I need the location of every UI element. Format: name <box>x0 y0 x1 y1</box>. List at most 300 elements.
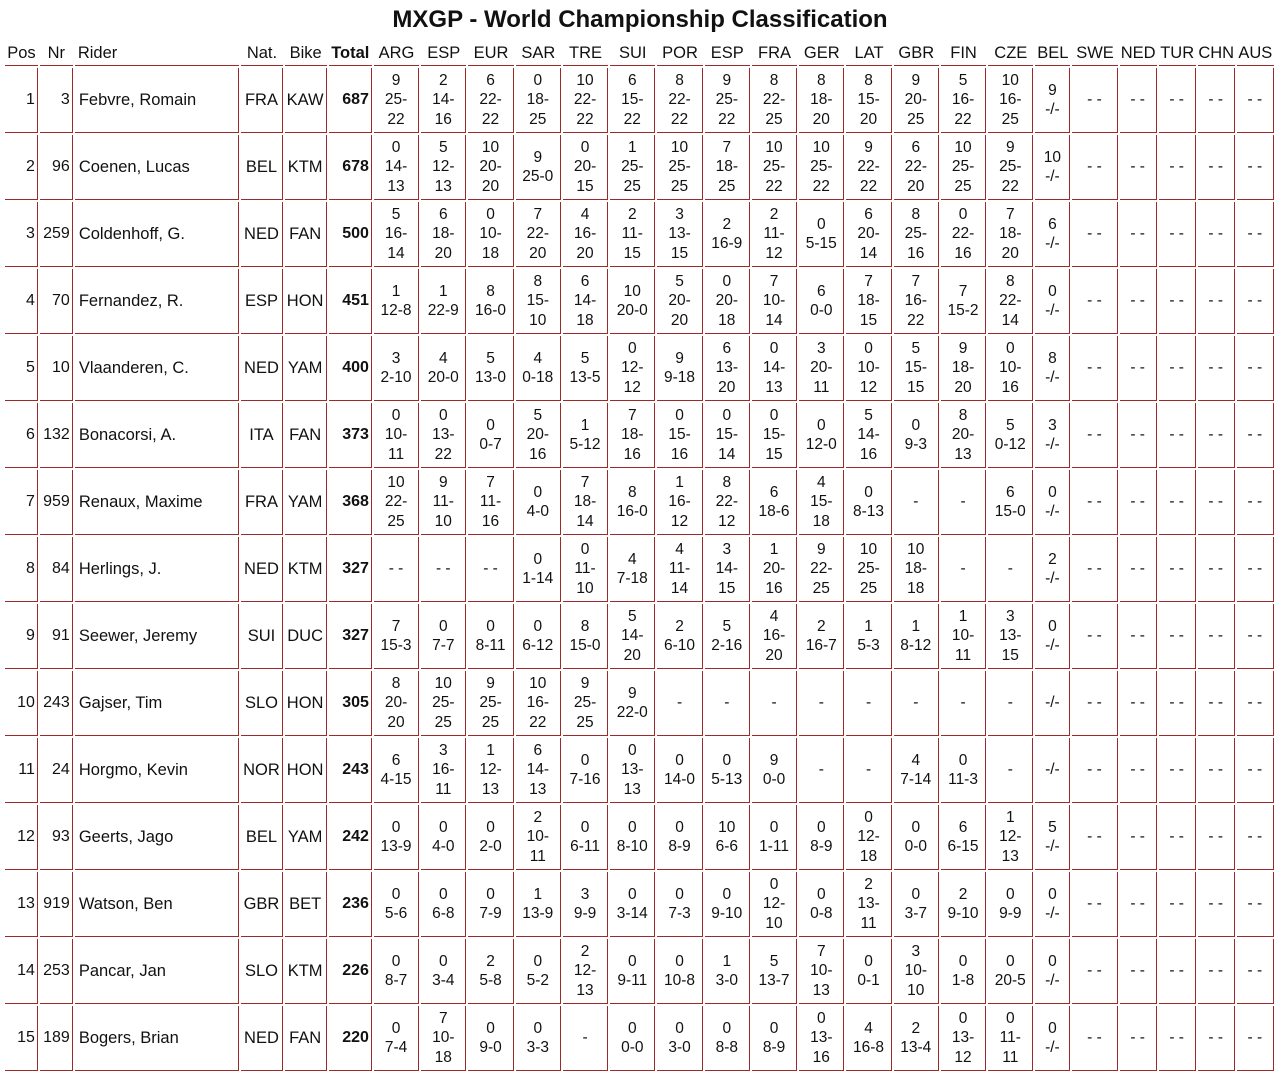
cell-line: 10 <box>1043 148 1062 166</box>
cell-line: 20- <box>479 158 502 176</box>
total-points-cell: 368 <box>329 470 372 535</box>
cell-line: 22 <box>718 110 736 128</box>
cell-line: 4 <box>864 1019 873 1037</box>
cell-line: 5-2 <box>526 972 549 989</box>
round-result-cell <box>941 671 986 736</box>
cell-line: 0 <box>722 272 732 290</box>
round-result-cell <box>1072 336 1117 401</box>
cell-line: 9 <box>722 71 732 89</box>
round-result-cell <box>421 805 466 870</box>
cell-line: 9 <box>391 71 401 89</box>
cell-line: 7 <box>1005 205 1015 223</box>
round-result-cell <box>1159 68 1196 133</box>
cell-line: 8 <box>675 71 684 89</box>
position-cell: 8 <box>5 537 38 602</box>
cell-line: - <box>818 761 824 779</box>
cell-line: 22- <box>668 91 691 109</box>
cell-line: 9-9 <box>999 905 1022 922</box>
cell-line: 5 <box>438 138 448 156</box>
cell-line: 25- <box>904 225 927 243</box>
round-result-cell <box>894 872 939 937</box>
round-result-cell <box>1237 604 1274 669</box>
header-bike: Bike <box>285 42 327 66</box>
cell-line: 22 <box>434 445 452 463</box>
round-result-cell <box>374 872 419 937</box>
cell-line: 25- <box>621 158 644 176</box>
cell-line: 3 <box>1048 416 1057 434</box>
round-result-cell <box>1159 872 1196 937</box>
round-result-cell <box>374 68 419 133</box>
nationality-cell: FRA <box>241 68 282 133</box>
position-cell: 6 <box>5 403 38 468</box>
table-row <box>5 604 1274 669</box>
cell-line: - - <box>1169 560 1184 578</box>
cell-line: 0-0 <box>762 771 786 788</box>
position-cell: 4 <box>5 269 38 334</box>
total-points-cell: 226 <box>329 939 372 1004</box>
round-result-cell <box>1237 269 1274 334</box>
cell-line: 10 <box>576 579 594 597</box>
cell-line: 13- <box>668 225 691 243</box>
cell-line: 8-11 <box>475 637 506 654</box>
cell-line: 12-8 <box>380 302 412 319</box>
cell-line: - - <box>1130 895 1145 913</box>
cell-line: 3-14 <box>616 905 648 922</box>
header-round-sar: SAR <box>516 42 561 66</box>
round-result-cell <box>752 336 797 401</box>
total-points-cell: 327 <box>329 604 372 669</box>
rider-number-cell: 3 <box>40 68 73 133</box>
cell-line: - - <box>1130 426 1145 444</box>
nationality-cell: BEL <box>241 135 282 200</box>
cell-line: 13 <box>387 177 405 195</box>
cell-line: 15-0 <box>569 637 601 654</box>
round-result-cell <box>1035 68 1070 133</box>
cell-line: 0 <box>533 483 543 501</box>
cell-line: - - <box>1169 895 1184 913</box>
cell-line: 25 <box>954 177 972 195</box>
cell-line: 1-11 <box>759 838 789 855</box>
cell-line: 2-0 <box>479 838 502 855</box>
cell-line: 25 <box>481 713 500 731</box>
cell-line: 18- <box>573 493 597 511</box>
round-result-cell <box>894 336 939 401</box>
round-result-cell <box>1120 135 1157 200</box>
round-result-cell <box>1120 537 1157 602</box>
round-result-cell <box>421 738 466 803</box>
cell-line: 5 <box>627 607 637 625</box>
cell-line: 8 <box>533 272 543 290</box>
cell-line: 25 <box>812 579 830 597</box>
cell-line: 13 <box>1001 847 1019 865</box>
cell-line: 13 <box>954 445 972 463</box>
round-result-cell <box>752 269 797 334</box>
total-points-cell: 327 <box>329 537 372 602</box>
round-result-cell <box>941 202 986 267</box>
cell-line: 6 <box>722 339 732 357</box>
round-result-cell <box>516 671 561 736</box>
round-result-cell <box>610 403 655 468</box>
cell-line: 12- <box>479 761 502 779</box>
round-result-cell <box>563 537 608 602</box>
round-result-cell <box>1035 805 1070 870</box>
table-row <box>5 135 1274 200</box>
cell-line: 0 <box>722 885 732 903</box>
table-row <box>5 68 1274 133</box>
round-result-cell <box>1035 202 1070 267</box>
round-result-cell <box>705 1006 750 1071</box>
cell-line: 8 <box>1005 272 1015 290</box>
cell-line: 2 <box>580 942 590 960</box>
cell-line: 8-12 <box>900 637 932 654</box>
cell-line: 3 <box>438 741 448 759</box>
round-result-cell <box>374 805 419 870</box>
round-result-cell <box>374 604 419 669</box>
round-result-cell <box>1035 604 1070 669</box>
round-result-cell <box>563 135 608 200</box>
round-result-cell <box>846 604 891 669</box>
cell-line: 0 <box>627 818 637 836</box>
cell-line: 4 <box>769 607 779 625</box>
cell-line: 20- <box>762 560 786 578</box>
cell-line: 20- <box>526 426 549 444</box>
round-result-cell <box>941 872 986 937</box>
round-result-cell <box>846 738 891 803</box>
cell-line: 10- <box>432 1029 455 1047</box>
round-result-cell <box>705 403 750 468</box>
rider-number-cell: 91 <box>40 604 73 669</box>
total-points-cell: 678 <box>329 135 372 200</box>
round-result-cell <box>846 537 891 602</box>
table-row <box>5 738 1274 803</box>
cell-line: 20 <box>812 110 830 128</box>
cell-line: 16-0 <box>616 503 648 520</box>
cell-line: 22- <box>479 91 502 109</box>
round-result-cell <box>610 470 655 535</box>
cell-line: 0 <box>1048 617 1057 635</box>
round-result-cell <box>1198 537 1235 602</box>
cell-line: 16 <box>1001 378 1019 396</box>
header-round-ned: NED <box>1120 42 1157 66</box>
header-round-ger: GER <box>799 42 844 66</box>
cell-line: 14- <box>857 426 880 444</box>
cell-line: 13 <box>481 780 500 798</box>
cell-line: 12- <box>762 895 786 913</box>
round-result-cell <box>563 68 608 133</box>
round-result-cell <box>657 1006 702 1071</box>
cell-line: 22 <box>954 110 972 128</box>
cell-line: 0 <box>816 215 826 233</box>
cell-line: - - <box>1130 1029 1145 1047</box>
cell-line: 0 <box>864 339 873 357</box>
cell-line: 0-1 <box>857 972 880 989</box>
total-points-cell: 451 <box>329 269 372 334</box>
cell-line: 13-9 <box>522 905 554 922</box>
cell-line: 11- <box>763 225 785 243</box>
cell-line: 18- <box>621 426 644 444</box>
cell-line: - <box>865 761 872 779</box>
cell-line: 3 <box>675 205 684 223</box>
cell-line: 25- <box>432 694 455 712</box>
cell-line: 22-0 <box>616 704 648 721</box>
round-result-cell <box>752 135 797 200</box>
cell-line: 22- <box>904 158 927 176</box>
rider-number-cell: 253 <box>40 939 73 1004</box>
cell-line: 5-3 <box>857 637 880 654</box>
cell-line: 20 <box>481 177 500 195</box>
cell-line: 6 <box>911 138 921 156</box>
header-pos: Pos <box>5 42 38 66</box>
cell-line: 0 <box>486 818 495 836</box>
cell-line: 0 <box>533 71 543 89</box>
bike-cell: KAW <box>285 68 327 133</box>
cell-line: 22- <box>762 91 786 109</box>
cell-line: 25 <box>670 177 689 195</box>
cell-line: 16- <box>526 694 549 712</box>
cell-line: 14-0 <box>664 771 696 788</box>
round-result-cell <box>799 604 844 669</box>
round-result-cell <box>516 738 561 803</box>
round-result-cell <box>657 135 702 200</box>
cell-line: - - <box>1208 560 1224 578</box>
cell-line: 11- <box>574 560 596 578</box>
cell-line: - - <box>1169 225 1184 243</box>
cell-line: 2 <box>486 952 495 970</box>
round-result-cell <box>516 604 561 669</box>
position-cell: 3 <box>5 202 38 267</box>
round-result-cell <box>563 1006 608 1071</box>
cell-line: - <box>960 560 966 578</box>
cell-line: 10 <box>765 138 783 156</box>
cell-line: 25- <box>479 694 502 712</box>
cell-line: 9 <box>911 71 921 89</box>
cell-line: - <box>1007 694 1013 712</box>
cell-line: 13- <box>715 359 738 377</box>
round-result-cell <box>846 805 891 870</box>
cell-line: 16- <box>432 761 455 779</box>
round-result-cell <box>657 403 702 468</box>
cell-line: - <box>865 694 872 712</box>
cell-line: 2 <box>816 617 826 635</box>
cell-line: - - <box>1208 359 1224 377</box>
cell-line: 1 <box>911 617 921 635</box>
round-result-cell <box>705 68 750 133</box>
bike-cell: DUC <box>285 604 327 669</box>
cell-line: 6 <box>438 205 448 223</box>
cell-line: 15- <box>621 91 644 109</box>
cell-line: -/- <box>1045 302 1060 319</box>
cell-line: 22-9 <box>427 302 459 319</box>
round-result-cell <box>1072 403 1117 468</box>
round-result-cell <box>799 1006 844 1071</box>
cell-line: 22- <box>999 292 1022 310</box>
rider-name-cell: Herlings, J. <box>75 537 240 602</box>
rider-number-cell: 189 <box>40 1006 73 1071</box>
cell-line: 0 <box>1005 339 1015 357</box>
cell-line: 16- <box>904 292 927 310</box>
round-result-cell <box>1120 202 1157 267</box>
round-result-cell <box>563 202 608 267</box>
cell-line: - - <box>1087 761 1102 779</box>
bike-cell: KTM <box>285 537 327 602</box>
cell-line: 15- <box>668 426 691 444</box>
cell-line: - - <box>1169 694 1184 712</box>
cell-line: 6 <box>486 71 495 89</box>
round-result-cell <box>1035 738 1070 803</box>
round-result-cell <box>1035 537 1070 602</box>
rider-number-cell: 919 <box>40 872 73 937</box>
cell-line: 0 <box>533 952 543 970</box>
table-row <box>5 872 1274 937</box>
cell-line: - - <box>1087 1029 1102 1047</box>
round-result-cell <box>1159 671 1196 736</box>
round-result-cell <box>988 68 1033 133</box>
cell-line: 5-13 <box>711 771 743 788</box>
rider-number-cell: 132 <box>40 403 73 468</box>
round-result-cell <box>799 939 844 1004</box>
cell-line: 5 <box>1005 416 1015 434</box>
round-result-cell <box>421 604 466 669</box>
cell-line: 18 <box>907 579 925 597</box>
cell-line: - - <box>1169 962 1184 980</box>
round-result-cell <box>1237 403 1274 468</box>
nationality-cell: FRA <box>241 470 282 535</box>
cell-line: 1 <box>722 952 732 970</box>
cell-line: 0 <box>391 1019 401 1037</box>
round-result-cell <box>516 872 561 937</box>
cell-line: - - <box>1247 828 1263 846</box>
round-result-cell <box>421 68 466 133</box>
cell-line: 3 <box>391 349 401 367</box>
cell-line: 11 <box>860 914 877 932</box>
cell-line: 2 <box>533 808 543 826</box>
round-result-cell <box>846 269 891 334</box>
cell-line: 0-12 <box>994 436 1026 453</box>
cell-line: -/- <box>1045 570 1060 587</box>
cell-line: 0 <box>438 885 448 903</box>
nationality-cell: BEL <box>241 805 282 870</box>
round-result-cell <box>988 537 1033 602</box>
cell-line: 0-0 <box>621 1039 644 1056</box>
cell-line: 12 <box>954 1048 972 1066</box>
cell-line: 15 <box>907 378 925 396</box>
round-result-cell <box>894 68 939 133</box>
round-result-cell <box>1072 68 1117 133</box>
cell-line: 0 <box>911 416 921 434</box>
cell-line: 0 <box>391 138 401 156</box>
cell-line: - - <box>1208 895 1224 913</box>
cell-line: 18- <box>951 359 975 377</box>
cell-line: - - <box>483 560 498 578</box>
round-result-cell <box>1159 738 1196 803</box>
cell-line: 18 <box>718 311 736 329</box>
bike-cell: HON <box>285 671 327 736</box>
cell-line: 20- <box>668 292 691 310</box>
round-result-cell <box>846 1006 891 1071</box>
cell-line: 16-0 <box>475 302 507 319</box>
round-result-cell <box>516 269 561 334</box>
cell-line: - <box>818 694 824 712</box>
cell-line: - - <box>1247 91 1263 109</box>
round-result-cell <box>516 68 561 133</box>
cell-line: 7 <box>391 617 401 635</box>
cell-line: 22 <box>859 177 878 195</box>
cell-line: 9 <box>1005 138 1015 156</box>
position-cell: 5 <box>5 336 38 401</box>
round-result-cell <box>752 604 797 669</box>
cell-line: 16-7 <box>805 637 837 654</box>
table-row <box>5 269 1274 334</box>
round-result-cell <box>1198 269 1235 334</box>
cell-line: - - <box>1247 761 1263 779</box>
rider-name-cell: Watson, Ben <box>75 872 240 937</box>
cell-line: 13 <box>576 981 594 999</box>
cell-line: 22- <box>573 91 597 109</box>
cell-line: 1 <box>533 885 543 903</box>
cell-line: 5-8 <box>479 972 502 989</box>
cell-line: 22 <box>907 311 925 329</box>
cell-line: 10 <box>387 473 405 491</box>
cell-line: 20 <box>529 244 547 262</box>
cell-line: 11- <box>621 225 643 243</box>
cell-line: - - <box>1247 627 1263 645</box>
cell-line: 5 <box>864 406 873 424</box>
round-result-cell <box>468 738 513 803</box>
cell-line: 20 <box>434 244 452 262</box>
cell-line: 0 <box>769 875 779 893</box>
cell-line: 25- <box>668 158 691 176</box>
cell-line: 16 <box>954 244 972 262</box>
round-result-cell <box>1072 537 1117 602</box>
cell-line: 20 <box>907 177 925 195</box>
cell-line: 8 <box>627 483 637 501</box>
bike-cell: YAM <box>285 470 327 535</box>
nationality-cell: SUI <box>241 604 282 669</box>
cell-line: 13-7 <box>758 972 790 989</box>
cell-line: 25-0 <box>522 168 554 185</box>
cell-line: 14- <box>432 91 455 109</box>
rider-name-cell: Vlaanderen, C. <box>75 336 240 401</box>
round-result-cell <box>516 537 561 602</box>
round-result-cell <box>988 269 1033 334</box>
cell-line: 6 <box>769 483 779 501</box>
cell-line: 9 <box>816 540 826 558</box>
round-result-cell <box>1120 939 1157 1004</box>
cell-line: 10 <box>623 282 641 300</box>
position-cell: 2 <box>5 135 38 200</box>
cell-line: 0 <box>438 406 448 424</box>
cell-line: 18- <box>810 91 833 109</box>
round-result-cell <box>705 872 750 937</box>
table-row <box>5 537 1274 602</box>
round-result-cell <box>516 403 561 468</box>
round-result-cell <box>1159 939 1196 1004</box>
cell-line: - - <box>388 560 404 578</box>
cell-line: 1 <box>864 617 873 635</box>
cell-line: 14 <box>670 579 689 597</box>
total-points-cell: 305 <box>329 671 372 736</box>
round-result-cell <box>846 68 891 133</box>
cell-line: 20- <box>715 292 738 310</box>
round-result-cell <box>705 537 750 602</box>
round-result-cell <box>1198 403 1235 468</box>
round-result-cell <box>1198 805 1235 870</box>
bike-cell: HON <box>285 738 327 803</box>
cell-line: 8-8 <box>715 1039 738 1056</box>
cell-line: 2-16 <box>711 637 743 654</box>
cell-line: - - <box>1087 493 1102 511</box>
cell-line: 1 <box>580 416 590 434</box>
